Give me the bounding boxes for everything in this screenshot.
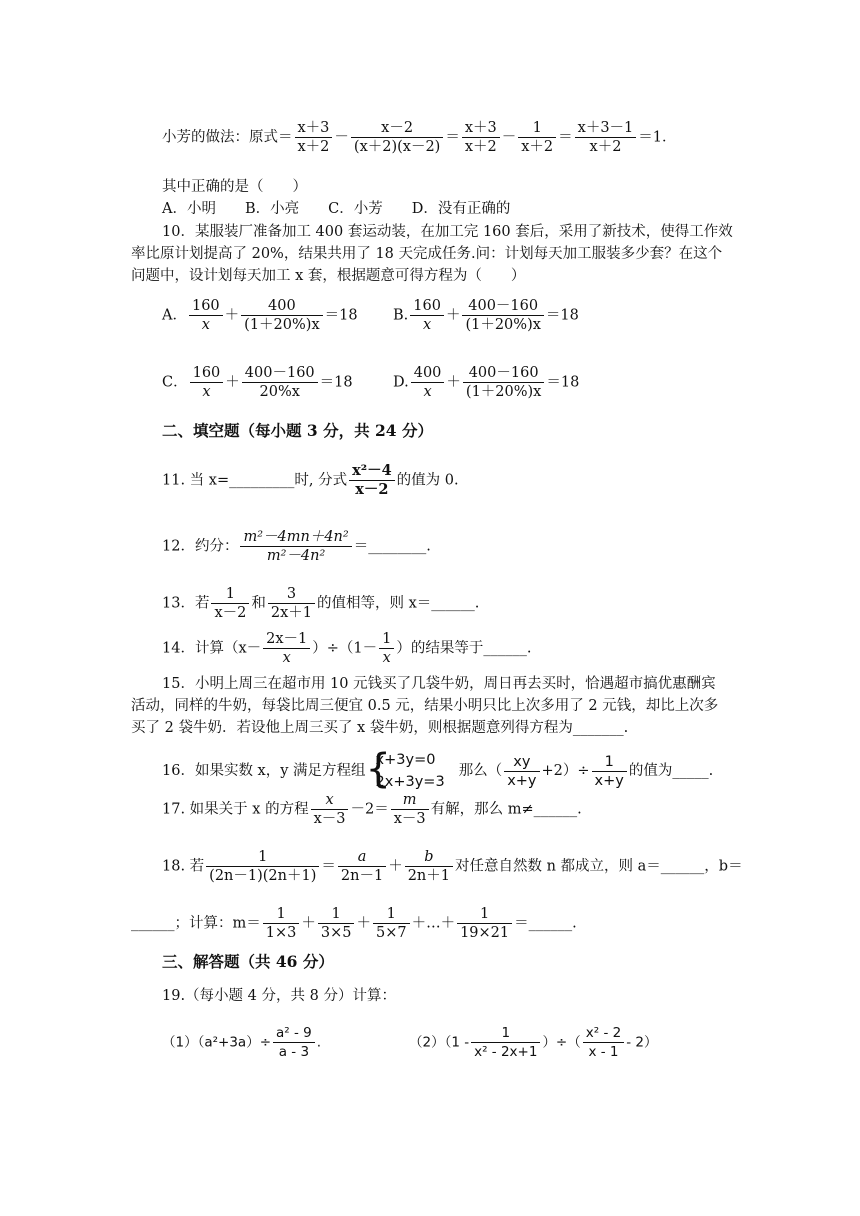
q19-part2: （2）（1 - $\frac{1}{\text{x² - 2x+1}}$ ）÷（ $\frac{\text{x² - 2}}{x - 1}$ - 2） bbox=[409, 1025, 658, 1060]
q11: 11. 当 x=_________时, 分式 $\frac{\text{x²－4}}{x-2}$ 的值为 0. bbox=[162, 462, 459, 498]
fraction: $\frac{xy}{x+y}$ bbox=[504, 753, 539, 790]
q19-part1: （1）（a²+3a）÷ $\frac{\text{a² - 9}}{a - 3}$ . bbox=[162, 1025, 322, 1060]
fraction: $\frac{1}{x+y}$ bbox=[592, 753, 627, 790]
q10-option-c: C． $\frac{160}{x}$ ＋ $\frac{400-160}{20\%x}$ ＝18 bbox=[162, 365, 353, 400]
fraction: $\frac{1}{\text{x² - 2x+1}}$ bbox=[471, 1024, 540, 1061]
fraction: $\frac{400-160}{20\%x}$ bbox=[242, 364, 318, 401]
fraction: $\frac{400-160}{(1+20\%)x}$ bbox=[462, 297, 543, 334]
q15-line3: 买了 2 袋牛奶．若设他上周三买了 x 袋牛奶，则根据题意列得方程为_______. bbox=[131, 720, 629, 736]
fraction: $\frac{b}{2n+1}$ bbox=[405, 848, 453, 885]
q9-options: A．小明 B．小亮 C．小芳 D．没有正确的 bbox=[162, 201, 511, 217]
fraction: $\frac{x+3}{x+2}$ bbox=[295, 119, 333, 156]
q16: 16．如果实数 x，y 满足方程组 { x+3y=0 2x+3y=3 那么（ $\frac{xy}{x+y}$ +2）÷ $\frac{1}{x+y}$ 的值为_____. bbox=[162, 746, 714, 792]
q13: 13．若 $\frac{1}{x-2}$ 和 $\frac{3}{2x+1}$ 的值相等，则 x＝______. bbox=[162, 586, 480, 621]
fraction: $\frac{1}{19\times 21}$ bbox=[457, 905, 512, 942]
fraction: $\frac{x}{x-3}$ bbox=[311, 791, 349, 828]
fraction: $\frac{1}{(2n-1)(2n+1)}$ bbox=[206, 848, 319, 885]
fraction: $\frac{\text{x² - 2}}{x - 1}$ bbox=[583, 1024, 624, 1061]
q9-question: 其中正确的是（ ） bbox=[162, 179, 307, 195]
fraction: $\frac{160}{x}$ bbox=[190, 364, 224, 401]
fraction: $\frac{2x-1}{x}$ bbox=[263, 630, 310, 667]
q18-line1: 18. 若 $\frac{1}{(2n-1)(2n+1)}$ ＝ $\frac{a}{2n-1}$ ＋ $\frac{b}{2n+1}$ 对任意自然数 n 都成立，则 a＝______，b＝ bbox=[162, 849, 743, 884]
fraction: $\frac{1}{x}$ bbox=[379, 630, 394, 667]
fraction: $\frac{1}{x+2}$ bbox=[518, 119, 556, 156]
q19-head: 19.（每小题 4 分，共 8 分）计算： bbox=[162, 988, 396, 1004]
equation-system: { x+3y=0 2x+3y=3 bbox=[365, 746, 445, 792]
fraction: $\frac{400}{(1+20\%)x}$ bbox=[241, 297, 322, 334]
fraction: $\frac{1}{x-2}$ bbox=[211, 585, 249, 622]
q9-label: 小芳的做法：原式＝ bbox=[162, 129, 293, 146]
q10-option-b: B. $\frac{160}{x}$ ＋ $\frac{400-160}{(1+20\%)x}$ ＝18 bbox=[393, 298, 579, 333]
q12: 12．约分： $\frac{\text{m²－4mn＋4n²}}{\text{m²－4n²}}$ ＝________. bbox=[162, 529, 431, 564]
fraction: $\frac{1}{3\times 5}$ bbox=[318, 905, 355, 942]
q14: 14．计算（x－ $\frac{2x-1}{x}$ ）÷（1－ $\frac{1}{x}$ ）的结果等于______. bbox=[162, 631, 532, 666]
fraction: $\frac{m}{x-3}$ bbox=[391, 791, 429, 828]
section2-title: 二、填空题（每小题 3 分，共 24 分） bbox=[162, 421, 433, 440]
fraction: $\frac{x-2}{(x+2)(x-2)}$ bbox=[351, 119, 443, 156]
q10-option-a: A． $\frac{160}{x}$ ＋ $\frac{400}{(1+20\%)x}$ ＝18 bbox=[162, 298, 358, 333]
section3-title: 三、解答题（共 46 分） bbox=[162, 952, 334, 971]
fraction: $\frac{1}{5\times 7}$ bbox=[373, 905, 410, 942]
q17: 17. 如果关于 x 的方程 $\frac{x}{x-3}$ －2＝ $\frac{m}{x-3}$ 有解，那么 m≠______. bbox=[162, 792, 582, 827]
fraction: $\frac{160}{x}$ bbox=[189, 297, 223, 334]
q10-option-d: D. $\frac{400}{x}$ ＋ $\frac{400-160}{(1+20\%)x}$ ＝18 bbox=[393, 365, 580, 400]
q10-line2: 率比原计划提高了 20%，结果共用了 18 天完成任务.问：计划每天加工服装多少套？在这个 bbox=[131, 246, 723, 262]
fraction: $\frac{160}{x}$ bbox=[410, 297, 444, 334]
fraction: $\frac{\text{m²－4mn＋4n²}}{\text{m²－4n²}}$ bbox=[240, 528, 351, 565]
fraction: $\frac{400}{x}$ bbox=[411, 364, 445, 401]
brace-icon: { bbox=[365, 746, 391, 792]
q18-line2: ______；计算：m＝ $\frac{1}{1\times 3}$ ＋ $\frac{1}{3\times 5}$ ＋ $\frac{1}{5\times 7}$ ＋…＋ $\frac{1}{19\times 21}$ ＝______. bbox=[131, 906, 577, 941]
fraction: $\frac{3}{2x+1}$ bbox=[268, 585, 315, 622]
q15-line1: 15．小明上周三在超市用 10 元钱买了几袋牛奶，周日再去买时，恰遇超市搞优惠酬宾 bbox=[162, 676, 716, 692]
q9-xiaofang-line: 小芳的做法：原式＝ $\frac{x+3}{x+2}$ － $\frac{x-2}{(x+2)(x-2)}$ ＝ $\frac{x+3}{x+2}$ － $\frac{1}{x+2}$ ＝ $\frac{x+3-1}{x+2}$ ＝1． bbox=[162, 120, 677, 155]
q10-line1: 10．某服装厂准备加工 400 套运动装，在加工完 160 套后，采用了新技术，使得工作效 bbox=[162, 224, 733, 240]
q10-line3: 问题中，设计划每天加工 x 套，根据题意可得方程为（ ） bbox=[131, 268, 526, 284]
fraction: $\frac{400-160}{(1+20\%)x}$ bbox=[463, 364, 544, 401]
fraction: $\frac{x+3-1}{x+2}$ bbox=[575, 119, 637, 156]
fraction: $\frac{x+3}{x+2}$ bbox=[462, 119, 500, 156]
fraction: $\frac{\text{a² - 9}}{a - 3}$ bbox=[273, 1024, 315, 1061]
q15-line2: 活动，同样的牛奶，每袋比周三便宜 0.5 元，结果小明只比上次多用了 2 元钱，却比上次多 bbox=[131, 698, 719, 714]
fraction: $\frac{1}{1\times 3}$ bbox=[263, 905, 300, 942]
fraction: $\frac{a}{2n-1}$ bbox=[338, 848, 386, 885]
fraction: $\frac{\text{x²－4}}{x-2}$ bbox=[349, 462, 395, 499]
